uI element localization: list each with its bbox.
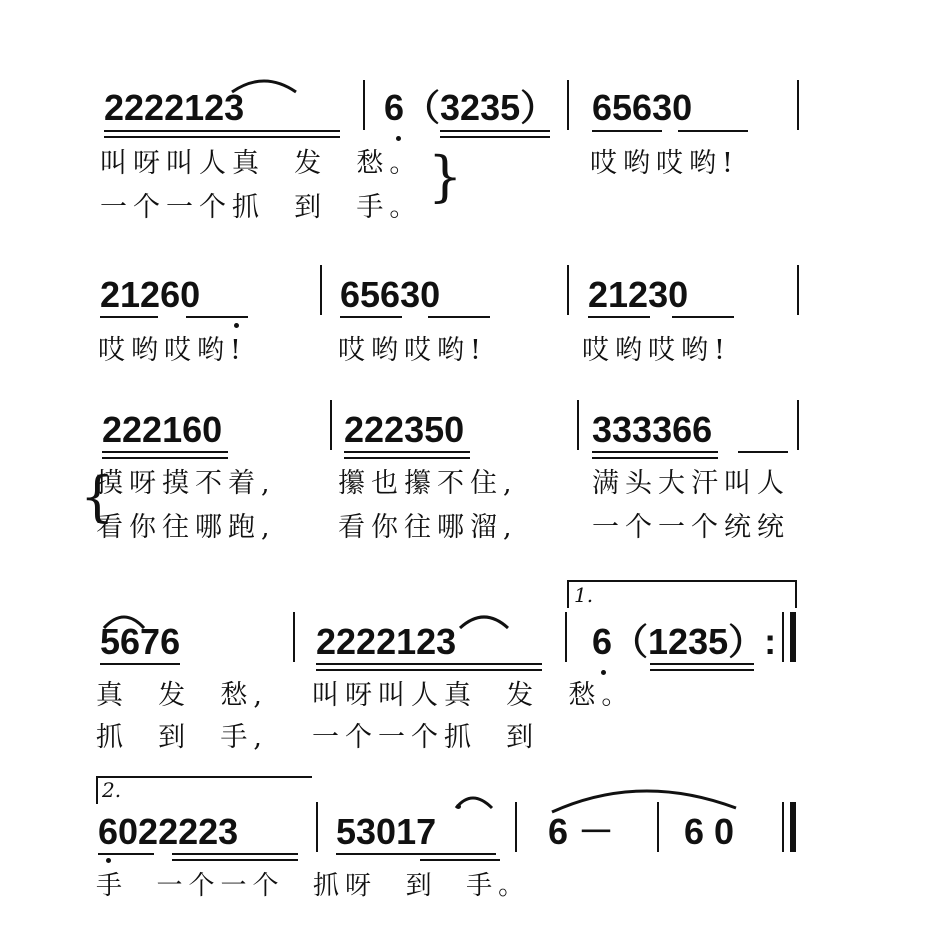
final-barline-thick [790, 802, 796, 852]
lyric-3-b: 攥也攥不住, [338, 468, 518, 499]
repeat-barline-thick [790, 612, 796, 662]
volta-label-2: 2. [102, 778, 122, 802]
lyric-4-a: 真 发 愁, [96, 680, 268, 711]
barline [316, 802, 318, 852]
underline [592, 130, 662, 132]
volta-bracket [96, 776, 312, 778]
lyric-4-b: 叫呀叫人真 发 愁。 [312, 680, 635, 711]
underline [316, 663, 542, 665]
lyric-1-a: 叫呀叫人真 发 愁。 [100, 148, 423, 179]
measure-2-3: 21230 [588, 274, 689, 315]
low-octave-dot [601, 670, 606, 675]
measure-4-2: 2222123 [316, 621, 457, 662]
volta-bracket [567, 580, 569, 608]
barline [565, 612, 567, 662]
underline [592, 451, 718, 453]
underline [172, 853, 298, 855]
lyric-1-b: 哎哟哎哟! [590, 148, 739, 179]
high-octave-dot [456, 804, 461, 809]
lyric-3-d: 看你往哪跑, [96, 512, 276, 543]
underline [100, 316, 158, 318]
repeat-barline-thin [782, 612, 784, 662]
underline [336, 853, 496, 855]
measure-5-1: 6022223 [98, 811, 239, 852]
underline [440, 130, 550, 132]
lyric-3-e: 看你往哪溜, [338, 512, 518, 543]
barline [567, 265, 569, 315]
low-octave-dot [396, 136, 401, 141]
lyric-2-b: 哎哟哎哟! [338, 335, 487, 366]
low-octave-dot [106, 858, 111, 863]
lyric-3-f: 一个一个统统 [592, 512, 790, 543]
barline [567, 80, 569, 130]
measure-5-2: 53017 [336, 811, 437, 852]
measure-2-1: 21260 [100, 274, 201, 315]
underline [186, 316, 248, 318]
underline [104, 130, 340, 132]
measure-1-2: 6（3235） [384, 87, 557, 128]
volta-label-1: 1. [574, 583, 594, 607]
final-barline-thin [782, 802, 784, 852]
barline [657, 802, 659, 852]
barline [577, 400, 579, 450]
lyric-4-d: 一个一个抓 到 [312, 722, 540, 753]
barline [363, 80, 365, 130]
barline [515, 802, 517, 852]
lyric-5-a: 手 一个一个 抓呀 到 手。 [96, 871, 531, 901]
underline [428, 316, 490, 318]
underline [592, 457, 718, 459]
measure-1-3: 65630 [592, 87, 693, 128]
measure-1-1: 2222123 [104, 87, 245, 128]
underline [102, 451, 228, 453]
measure-4-1: 5676 [100, 621, 181, 662]
measure-2-2: 65630 [340, 274, 441, 315]
barline [797, 265, 799, 315]
underline [98, 853, 154, 855]
volta-bracket [567, 580, 797, 582]
verse-brace: } [428, 145, 463, 208]
underline [340, 316, 402, 318]
lyric-3-a: 摸呀摸不着, [96, 468, 276, 499]
volta-bracket [795, 580, 797, 608]
underline [102, 457, 228, 459]
underline [420, 859, 500, 861]
underline [344, 451, 470, 453]
lyric-4-c: 抓 到 手, [96, 722, 268, 753]
underline [588, 316, 650, 318]
underline [316, 669, 542, 671]
measure-3-3: 333366 [592, 409, 713, 450]
underline [678, 130, 748, 132]
barline [797, 400, 799, 450]
underline [650, 669, 754, 671]
lyric-2-a: 哎哟哎哟! [98, 335, 247, 366]
underline [650, 663, 754, 665]
lyric-3-c: 满头大汗叫人 [592, 468, 790, 499]
underline [104, 136, 340, 138]
lyric-1-c: 一个一个抓 到 手。 [100, 192, 423, 223]
barline [330, 400, 332, 450]
measure-5-4: 6 0 [684, 811, 735, 852]
barline [293, 612, 295, 662]
underline [440, 136, 550, 138]
measure-4-3: 6（1235）: [592, 621, 777, 662]
barline [797, 80, 799, 130]
barline [320, 265, 322, 315]
lyric-2-c: 哎哟哎哟! [582, 335, 731, 366]
underline [100, 663, 180, 665]
underline [344, 457, 470, 459]
measure-3-1: 222160 [102, 409, 223, 450]
underline [672, 316, 734, 318]
measure-3-2: 222350 [344, 409, 465, 450]
underline [738, 451, 788, 453]
volta-bracket [96, 776, 98, 804]
verse-brace: } [80, 465, 115, 528]
measure-5-3: 6 － [548, 811, 615, 852]
underline [172, 859, 298, 861]
low-octave-dot [234, 323, 239, 328]
